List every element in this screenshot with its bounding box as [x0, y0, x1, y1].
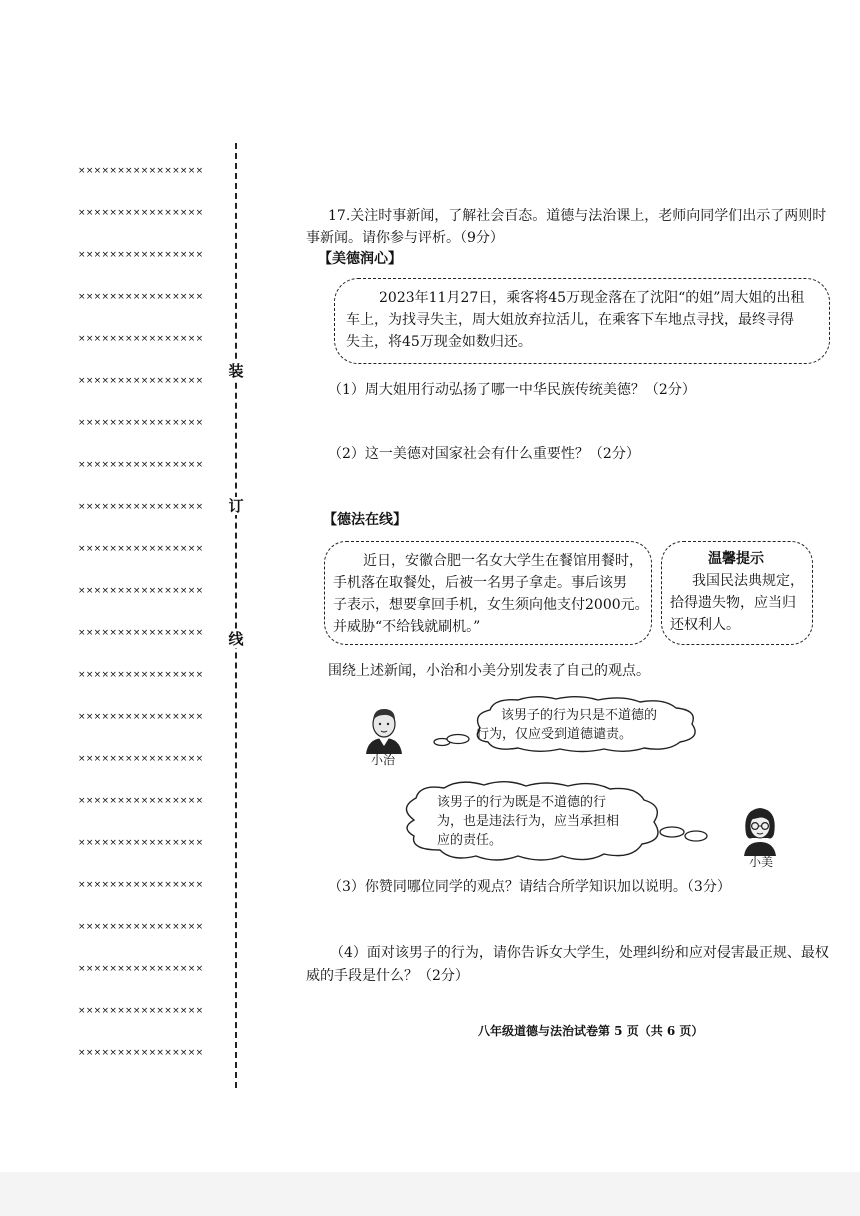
xiaozhi-opinion-line: 行为，仅应受到道德谴责。	[476, 727, 633, 742]
margin-cross-row: ××××××××××××××××	[78, 796, 204, 806]
xiaomei-opinion-line: 该男子的行为既是不道德的行	[437, 795, 607, 810]
section-title-virtue: 【美德润心】	[318, 251, 402, 267]
margin-cross-row: ××××××××××××××××	[78, 502, 204, 512]
viewpoint-intro: 围绕上述新闻，小治和小美分别发表了自己的观点。	[328, 663, 650, 679]
xiaozhi-avatar-icon	[362, 704, 406, 754]
binding-cut-line	[235, 143, 237, 1088]
margin-cross-row: ××××××××××××××××	[78, 166, 204, 176]
news2-line: 并威胁“不给钱就刷机。”	[333, 619, 481, 635]
news2-line: 近日，安徽合肥一名女大学生在餐馆用餐时，	[363, 553, 643, 569]
binding-char-ding: 订	[228, 497, 244, 515]
margin-cross-row: ××××××××××××××××	[78, 628, 204, 638]
question-1: （1）周大姐用行动弘扬了哪一中华民族传统美德？（2分）	[328, 382, 696, 398]
xiaozhi-opinion-line: 该男子的行为只是不道德的	[501, 708, 658, 723]
page-bottom-band	[0, 1172, 860, 1216]
margin-cross-row: ××××××××××××××××	[78, 712, 204, 722]
tip-line: 还权利人。	[670, 617, 740, 633]
tip-line: 我国民法典规定，	[692, 573, 804, 589]
margin-cross-row: ××××××××××××××××	[78, 334, 204, 344]
tip-line: 拾得遗失物，应当归	[670, 595, 796, 611]
question-intro-line1: 17.关注时事新闻，了解社会百态。道德与法治课上，老师向同学们出示了两则时	[328, 208, 827, 224]
xiaomei-name: 小美	[749, 855, 774, 869]
margin-cross-row: ××××××××××××××××	[78, 250, 204, 260]
margin-cross-row: ××××××××××××××××	[78, 880, 204, 890]
news-box-virtue	[334, 278, 830, 364]
xiaomei-opinion-line: 应的责任。	[437, 833, 503, 848]
question-3: （3）你赞同哪位同学的观点？请结合所学知识加以说明。（3分）	[328, 879, 731, 895]
margin-cross-row: ××××××××××××××××	[78, 208, 204, 218]
news1-line: 失主，将45万现金如数归还。	[346, 334, 532, 350]
question-4-line1: （4）面对该男子的行为，请你告诉女大学生，处理纠纷和应对侵害最正规、最权	[330, 945, 829, 961]
question-2: （2）这一美德对国家社会有什么重要性？（2分）	[328, 446, 640, 462]
xiaomei-opinion-line: 为，也是违法行为，应当承担相	[437, 814, 620, 829]
margin-cross-row: ××××××××××××××××	[78, 754, 204, 764]
tip-title: 温馨提示	[708, 551, 764, 567]
margin-cross-row: ××××××××××××××××	[78, 460, 204, 470]
margin-cross-row: ××××××××××××××××	[78, 922, 204, 932]
margin-cross-row: ××××××××××××××××	[78, 292, 204, 302]
margin-cross-row: ××××××××××××××××	[78, 418, 204, 428]
news2-line: 子表示，想要拿回手机，女生须向他支付2000元。	[333, 597, 649, 613]
margin-cross-row: ××××××××××××××××	[78, 1048, 204, 1058]
xiaomei-avatar-icon	[738, 804, 782, 856]
margin-cross-row: ××××××××××××××××	[78, 670, 204, 680]
margin-cross-row: ××××××××××××××××	[78, 586, 204, 596]
section-title-law: 【德法在线】	[323, 512, 407, 528]
margin-cross-row: ××××××××××××××××	[78, 544, 204, 554]
news2-line: 手机落在取餐处，后被一名男子拿走。事后该男	[333, 575, 627, 591]
page-footer: 八年级道德与法治试卷第 5 页（共 6 页）	[478, 1024, 704, 1038]
news-box-law	[324, 541, 652, 645]
margin-cross-row: ××××××××××××××××	[78, 1006, 204, 1016]
question-4-line2: 威的手段是什么？（2分）	[306, 968, 469, 984]
question-intro-line2: 事新闻。请你参与评析。（9分）	[306, 230, 504, 246]
xiaozhi-name: 小治	[371, 753, 396, 767]
tip-box	[661, 541, 813, 645]
binding-char-xian: 线	[228, 630, 244, 648]
margin-cross-row: ××××××××××××××××	[78, 376, 204, 386]
news1-line: 2023年11月27日，乘客将45万现金落在了沈阳“的姐”周大姐的出租	[379, 290, 805, 306]
margin-cross-row: ××××××××××××××××	[78, 964, 204, 974]
news1-line: 车上，为找寻失主，周大姐放弃拉活儿，在乘客下车地点寻找，最终寻得	[346, 312, 794, 328]
margin-cross-row: ××××××××××××××××	[78, 838, 204, 848]
binding-char-zhuang: 装	[228, 362, 244, 380]
